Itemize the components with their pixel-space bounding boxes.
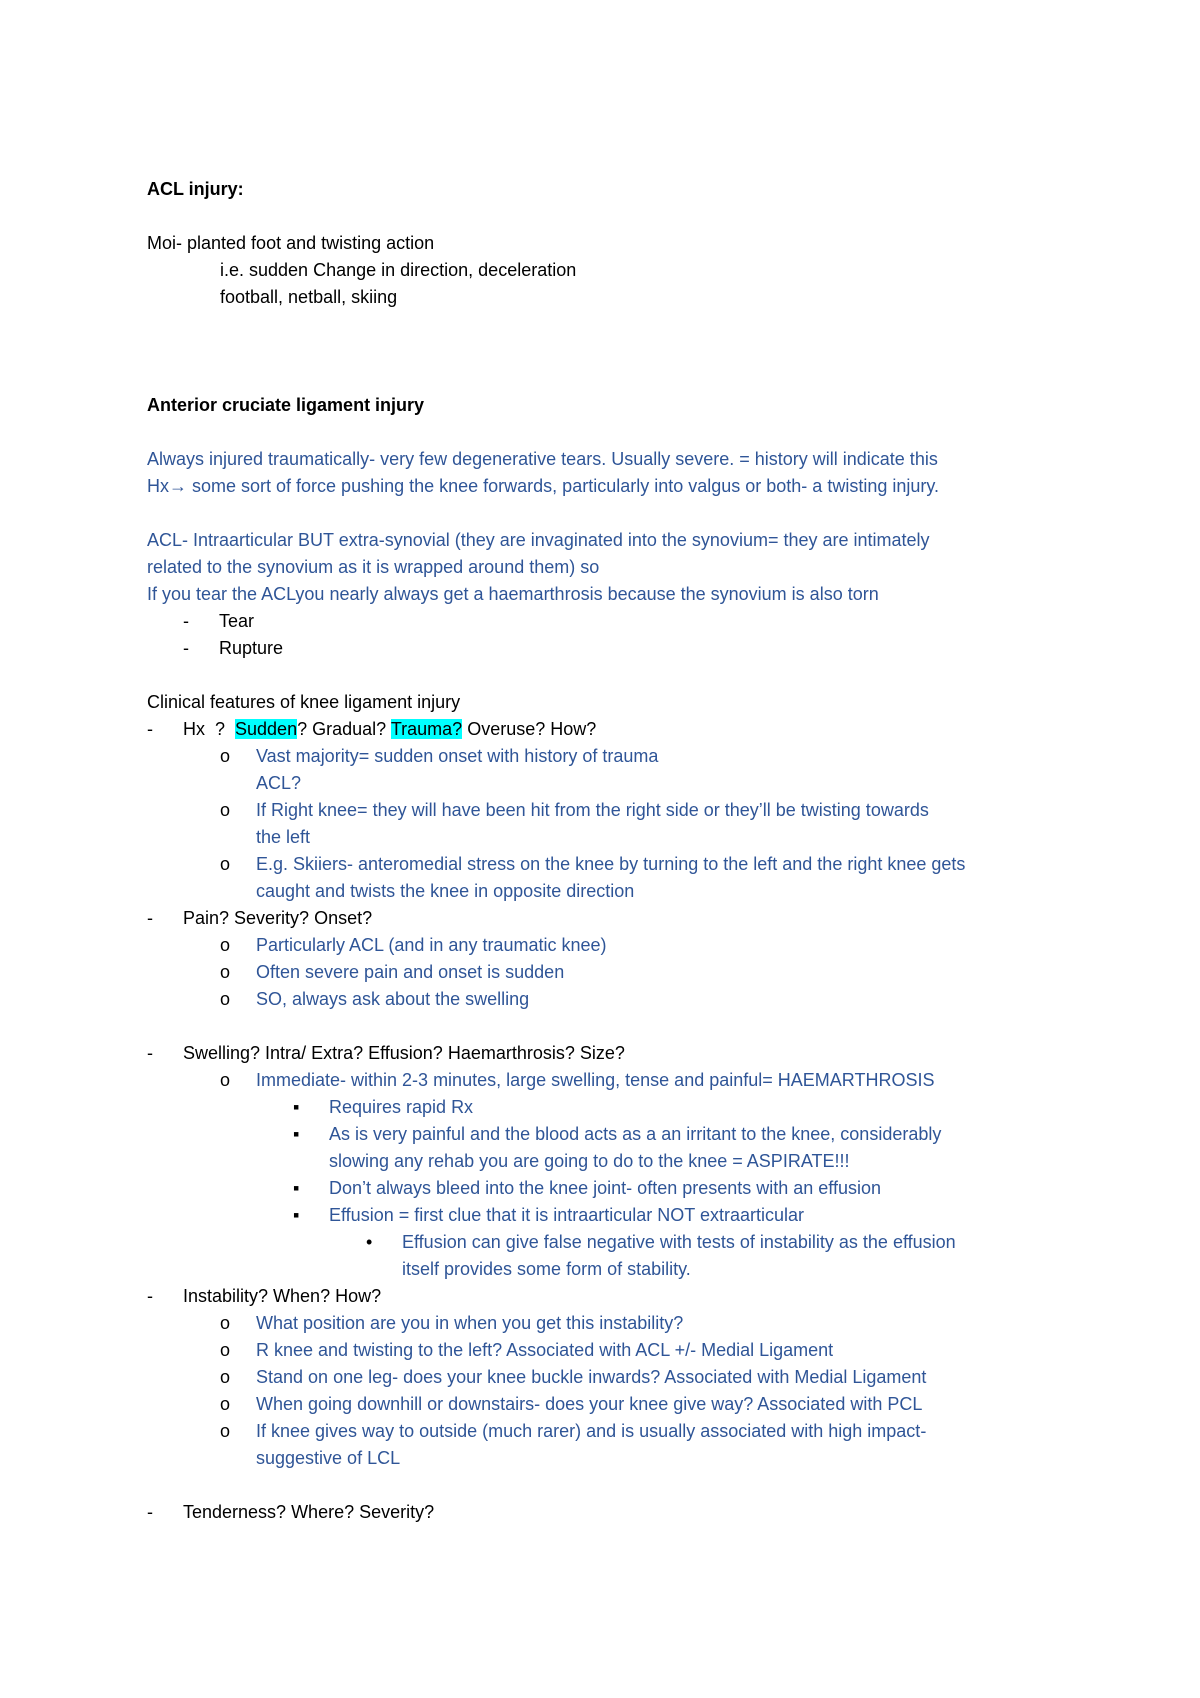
circle-marker: o [220,1313,231,1333]
swelling-sub-text: Requires rapid Rx [329,1097,474,1117]
circle-marker: o [220,1394,231,1414]
pain-item-3 [220,986,529,1012]
swelling-label: Swelling? Intra/ Extra? Effusion? Haemarthrosis? Size? [183,1043,625,1063]
list-item-label: Tear [219,611,255,631]
instability-item-text: If knee gives way to outside (much rarer) and is usually associated with high impact- [256,1421,927,1441]
instability-item-text: When going downhill or downstairs- does your knee give way? Associated with PCL [256,1394,923,1414]
moi-line: Moi- planted foot and twisting action [147,233,435,253]
highlight-sudden: Sudden [235,719,298,739]
para1-line2: Hx→ some sort of force pushing the knee forwards, particularly into valgus or both- a twisting injury. [147,476,940,496]
circle-marker: o [220,1340,231,1360]
para2-line3: If you tear the ACLyou nearly always get a haemarthrosis because the synovium is also torn [147,584,879,604]
hx-item-3 [220,851,965,877]
instability-line [147,1283,381,1309]
pain-line [147,905,372,931]
circle-marker: o [220,989,231,1009]
heading-acl-injury: ACL injury: [147,179,244,199]
hx-item-3-cont: caught and twists the knee in opposite direction [256,881,635,901]
pain-item-1 [220,932,607,958]
pain-item-text: Often severe pain and onset is sudden [256,962,565,982]
hx-item-1 [220,743,658,769]
circle-marker: o [220,1421,231,1441]
circle-marker: o [220,962,231,982]
swelling-sub-2 [293,1121,941,1147]
heading-anterior-cruciate: Anterior cruciate ligament injury [147,395,425,415]
pain-label: Pain? Severity? Onset? [183,908,373,928]
dash-marker: - [147,1502,153,1522]
hx-item-2-text: If Right knee= they will have been hit from the right side or they’ll be twisting towards [256,800,929,820]
para2-line1: ACL- Intraarticular BUT extra-synovial (they are invaginated into the synovium= they are intimately [147,530,930,550]
swelling-subsub-text: Effusion can give false negative with tests of instability as the effusion [402,1232,956,1252]
list-item-label: Rupture [219,638,284,658]
circle-marker: o [220,746,231,766]
swelling-subsub-1-cont: itself provides some form of stability. [402,1259,691,1279]
swelling-item-text: Immediate- within 2-3 minutes, large swelling, tense and painful= HAEMARTHROSIS [256,1070,935,1090]
square-marker: ▪ [293,1205,300,1225]
pain-item-text: SO, always ask about the swelling [256,989,530,1009]
pain-item-2 [220,959,564,985]
tenderness-label: Tenderness? Where? Severity? [183,1502,435,1522]
hx-mid: ? Gradual? [297,719,391,739]
swelling-subsub-1 [366,1229,956,1255]
tenderness-line [147,1499,434,1525]
instability-item-1 [220,1310,683,1336]
swelling-line [147,1040,625,1066]
hx-post: Overuse? How? [462,719,597,739]
highlight-trauma: Trauma? [390,719,463,739]
pain-item-text: Particularly ACL (and in any traumatic knee) [256,935,607,955]
hx-item-3-text: E.g. Skiiers- anteromedial stress on the knee by turning to the left and the right knee gets [256,854,966,874]
circle-marker: o [220,1070,231,1090]
heading-clinical-features: Clinical features of knee ligament injury [147,692,461,712]
circle-marker: o [220,935,231,955]
swelling-sub-2-cont: slowing any rehab you are going to do to the knee = ASPIRATE!!! [329,1151,850,1171]
square-marker: ▪ [293,1124,300,1144]
para1-line1: Always injured traumatically- very few degenerative tears. Usually severe. = history will indicate this [147,449,938,469]
instability-item-4 [220,1391,922,1417]
hx-line [147,716,596,742]
swelling-item-1 [220,1067,934,1093]
swelling-sub-1 [293,1094,473,1120]
hx-pre: Hx ? [183,719,236,739]
dash-marker: - [147,908,153,928]
hx-item-2 [220,797,929,823]
swelling-sub-4 [293,1202,804,1228]
para2-line2: related to the synovium as it is wrapped around them) so [147,557,600,577]
dash-marker: - [147,1286,153,1306]
instability-item-5-cont: suggestive of LCL [256,1448,401,1468]
instability-item-text: R knee and twisting to the left? Associated with ACL +/- Medial Ligament [256,1340,834,1360]
hx-item-1-text: Vast majority= sudden onset with history of trauma [256,746,659,766]
list-item-rupture [183,635,283,661]
hx-acl-label: ACL? [256,773,302,793]
dash-marker: - [183,611,189,631]
moi-detail-1: i.e. sudden Change in direction, deceleration [220,260,577,280]
bullet-marker: • [366,1232,373,1252]
circle-marker: o [220,800,231,820]
instability-item-3 [220,1364,926,1390]
dash-marker: - [147,1043,153,1063]
list-item-tear [183,608,254,634]
square-marker: ▪ [293,1178,300,1198]
circle-marker: o [220,854,231,874]
swelling-sub-text: Effusion = first clue that it is intraarticular NOT extraarticular [329,1205,805,1225]
moi-detail-2: football, netball, skiing [220,287,398,307]
swelling-sub-text: Don’t always bleed into the knee joint- often presents with an effusion [329,1178,882,1198]
square-marker: ▪ [293,1097,300,1117]
instability-item-5 [220,1418,926,1444]
instability-label: Instability? When? How? [183,1286,382,1306]
circle-marker: o [220,1367,231,1387]
instability-item-text: Stand on one leg- does your knee buckle inwards? Associated with Medial Ligament [256,1367,927,1387]
dash-marker: - [147,719,153,739]
swelling-sub-3 [293,1175,881,1201]
dash-marker: - [183,638,189,658]
hx-item-2-cont: the left [256,827,311,847]
swelling-sub-text: As is very painful and the blood acts as a an irritant to the knee, considerably [329,1124,942,1144]
instability-item-2 [220,1337,833,1363]
instability-item-text: What position are you in when you get this instability? [256,1313,684,1333]
